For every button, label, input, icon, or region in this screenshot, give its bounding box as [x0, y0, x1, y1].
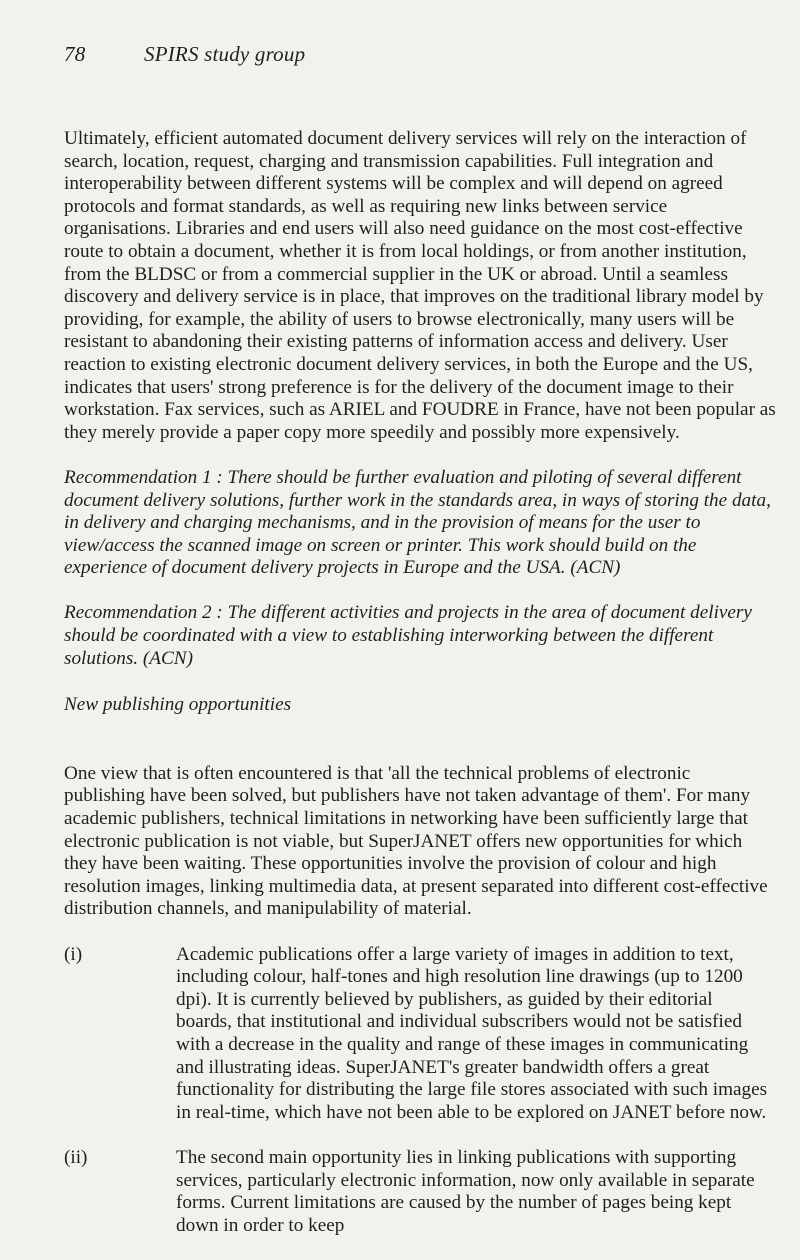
- list-marker: (i): [64, 943, 83, 965]
- list-marker: (ii): [64, 1146, 88, 1168]
- recommendation-2: Recommendation 2 : The different activities and projects in the area of document delivery should be coordinated with a view to establishing interworking between the different solutions. (ACN): [64, 602, 752, 669]
- list-item-text: The second main opportunity lies in linking publications with supporting services, particularly electronic information, now only available in separate forms. Current limitations are caused by the number of pages being kept down in order to keep: [176, 1146, 755, 1236]
- page-number: 78: [64, 42, 86, 66]
- list-item: [64, 1147, 776, 1237]
- running-title: SPIRS study group: [144, 42, 306, 66]
- paragraph-publishing: One view that is often encountered is that 'all the technical problems of electronic publishing have been solved, but publishers have not taken advantage of them'. For many academic publishers, technical limitations in networking have been sufficiently large that electronic publication is not viable, but SuperJANET offers new opportunities for which they have been waiting. These opportunities involve the provision of colour and high resolution images, linking multimedia data, at present separated into different cost-effective distribution channels, and manipulability of material.: [64, 762, 768, 920]
- list-item: [64, 944, 776, 1125]
- list-item-text: Academic publications offer a large variety of images in addition to text, including colour, half-tones and high resolution line drawings (up to 1200 dpi). It is currently believed by publishers, as guided by their editorial boards, that institutional and individual subscribers would not be satisfied with a decrease in the quality and range of these images in communicating and illustrating ideas. SuperJANET's greater bandwidth offers a great functionality for distributing the large file stores associated with such images in real-time, which have not been able to be explored on JANET before now.: [176, 943, 768, 1123]
- paragraph-document-delivery: Ultimately, efficient automated document delivery services will rely on the interaction of search, location, request, charging and transmission capabilities. Full integration and interoperability between different systems will be complex and will depend on agreed protocols and format standards, as well as requiring new links between service organisations. Libraries and end users will also need guidance on the most cost-effective route to obtain a document, whether it is from local holdings, or from another institution, from the BLDSC or from a commercial supplier in the UK or abroad. Until a seamless discovery and delivery service is in place, that improves on the traditional library model by providing, for example, the ability of users to browse electronically, many users will be resistant to abandoning their existing patterns of information access and delivery. User reaction to existing electronic document delivery services, in both the Europe and the US, indicates that users' strong preference is for the delivery of the document image to their workstation. Fax services, such as ARIEL and FOUDRE in France, have not been popular as they merely provide a paper copy more speedily and possibly more expensively.: [64, 128, 776, 443]
- recommendation-1: Recommendation 1 : There should be further evaluation and piloting of several different document delivery solutions, further work in the standards area, in ways of storing the data, in delivery and charging mechanisms, and in the provision of means for the user to view/access the scanned image on screen or printer. This work should build on the experience of document delivery projects in Europe and the USA. (ACN): [64, 466, 771, 579]
- page-body: [64, 128, 776, 1260]
- running-header: [64, 42, 305, 67]
- section-heading: New publishing opportunities: [64, 694, 292, 716]
